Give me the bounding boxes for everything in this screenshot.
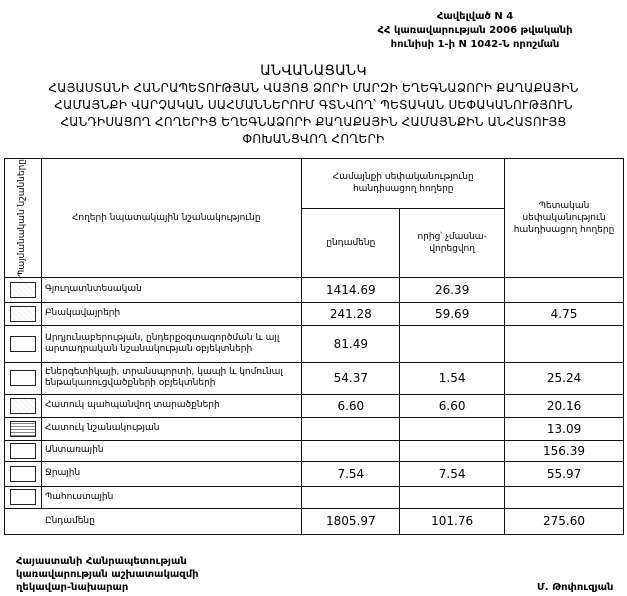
header-state: Պետական սեփականություն հանդիսացող հողերը [505, 159, 624, 278]
purpose-cell: Անտառային [41, 440, 301, 461]
unprivatized-cell [400, 325, 505, 362]
signature-line: ղեկավար-նախարար [16, 582, 129, 593]
title-line: ՀԱՆԴԻՍԱՑՈՂ ՀՈՂԵՐԻՑ ԵՂԵԳՆԱՁՈՐԻ ՔԱՂԱՔԱՅԻՆ ՀԱՄԱՅՆՔԻՆ ԱՆՀԱՏՈՒՅՑ [60, 115, 567, 129]
table-row [5, 394, 624, 417]
title-line: ՀԱՅԱՍՏԱՆԻ ՀԱՆՐԱՊԵՏՈՒԹՅԱՆ ՎԱՅՈՑ ՁՈՐԻ ՄԱՐԶԻ ԵՂԵԳՆԱՁՈՐԻ ՔԱՂԱՔԱՅԻՆ [48, 81, 579, 95]
totals-label: Ընդամենը [5, 508, 302, 534]
totals-unprivatized: 101.76 [400, 508, 505, 534]
table-row [5, 417, 624, 440]
purpose-cell: Պահուստային [41, 486, 301, 508]
state-cell: 55.97 [505, 461, 624, 486]
legend-swatch-icon [10, 370, 36, 386]
signature-line: Հայաստանի Հանրապետության [16, 556, 187, 567]
legend-swatch-icon [10, 398, 36, 414]
totals-total: 1805.97 [302, 508, 400, 534]
total-cell [302, 440, 400, 461]
unprivatized-cell: 1.54 [400, 362, 505, 394]
legend-cell [5, 325, 42, 362]
table-row [5, 486, 624, 508]
table-row [5, 362, 624, 394]
header-total: ընդամենը [302, 208, 400, 277]
annex-date: հունիսի 1-ի N 1042-Ն որոշման [390, 39, 560, 50]
header-community: Համայնքի սեփականությունը հանդիսացող հողերը [302, 159, 505, 209]
annex-decision: ՀՀ կառավարության 2006 թվականի [377, 25, 573, 36]
legend-cell [5, 277, 42, 302]
purpose-cell: Հատուկ պահպանվող տարածքների [41, 394, 301, 417]
title-line: ՓՈԽԱՆՑՎՈՂ ՀՈՂԵՐԻ [242, 132, 385, 146]
annex-reference [330, 10, 620, 52]
purpose-cell: Արդյունաբերության, ընդերքօգտագործման և այլ արտադրական նշանակության օբյեկտների [41, 325, 301, 362]
state-cell: 4.75 [505, 302, 624, 325]
annex-number: Հավելված N 4 [436, 11, 514, 22]
legend-cell [5, 440, 42, 461]
header-legend [5, 159, 42, 278]
legend-swatch-icon [10, 421, 36, 437]
totals-row [5, 508, 624, 534]
purpose-cell: Հատուկ նշանակության [41, 417, 301, 440]
legend-swatch-icon [10, 489, 36, 505]
table-row [5, 302, 624, 325]
legend-cell [5, 302, 42, 325]
legend-swatch-icon [10, 282, 36, 298]
legend-cell [5, 486, 42, 508]
legend-cell [5, 417, 42, 440]
state-cell: 25.24 [505, 362, 624, 394]
unprivatized-cell: 26.39 [400, 277, 505, 302]
purpose-cell: Բնակավայրերի [41, 302, 301, 325]
state-cell: 20.16 [505, 394, 624, 417]
unprivatized-cell: 7.54 [400, 461, 505, 486]
header-purpose: Հողերի նպատակային նշանակությունը [41, 159, 301, 278]
state-cell [505, 486, 624, 508]
signature-position [16, 555, 199, 594]
state-cell: 156.39 [505, 440, 624, 461]
signature-line: կառավարության աշխատակազմի [16, 569, 199, 580]
unprivatized-cell: 59.69 [400, 302, 505, 325]
land-table [4, 158, 624, 535]
legend-swatch-icon [10, 443, 36, 459]
state-cell: 13.09 [505, 417, 624, 440]
state-cell [505, 277, 624, 302]
legend-cell [5, 362, 42, 394]
total-cell: 54.37 [302, 362, 400, 394]
legend-cell [5, 394, 42, 417]
state-cell [505, 325, 624, 362]
total-cell: 1414.69 [302, 277, 400, 302]
header-unprivatized: որից՝ չմասնա-վորեցվող [400, 208, 505, 277]
legend-swatch-icon [10, 306, 36, 322]
total-cell: 7.54 [302, 461, 400, 486]
purpose-cell: Ջրային [41, 461, 301, 486]
table-row [5, 277, 624, 302]
total-cell: 81.49 [302, 325, 400, 362]
legend-swatch-icon [10, 466, 36, 482]
total-cell: 6.60 [302, 394, 400, 417]
title-heading: ԱՆՎԱՆԱՑԱՆԿ [260, 63, 367, 79]
purpose-cell: Էներգետիկայի, տրանսպորտի, կապի և կոմունալ ենթակառուցվածքների օբյեկտների [41, 362, 301, 394]
table-row [5, 440, 624, 461]
legend-cell [5, 461, 42, 486]
document-title [0, 63, 627, 148]
unprivatized-cell [400, 486, 505, 508]
total-cell [302, 486, 400, 508]
purpose-cell: Գյուղատնտեսական [41, 277, 301, 302]
unprivatized-cell: 6.60 [400, 394, 505, 417]
header-legend-text: Պայմանական նշանները [17, 159, 28, 277]
legend-swatch-icon [10, 336, 36, 352]
table-row [5, 461, 624, 486]
total-cell: 241.28 [302, 302, 400, 325]
unprivatized-cell [400, 417, 505, 440]
total-cell [302, 417, 400, 440]
title-line: ՀԱՄԱՅՆՔԻ ՎԱՐՉԱԿԱՆ ՍԱՀՄԱՆՆԵՐՈՒՄ ԳՏՆՎՈՂ՝ ՊԵՏԱԿԱՆ ՍԵՓԱԿԱՆՈՒԹՅՈՒՆ [54, 98, 573, 112]
unprivatized-cell [400, 440, 505, 461]
table-row [5, 325, 624, 362]
totals-state: 275.60 [505, 508, 624, 534]
signature-name: Մ. Թոփուզյան [537, 582, 614, 593]
